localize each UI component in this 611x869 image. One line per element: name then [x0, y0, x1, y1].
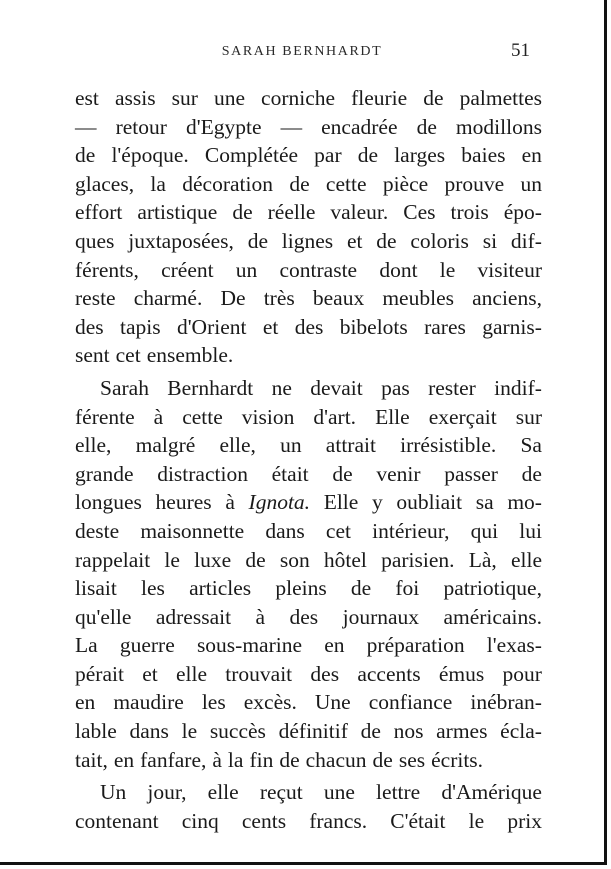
text-line: reste charmé. De très beaux meubles anciens,	[75, 286, 542, 311]
text-line: en maudire les excès. Une confiance inébran-	[75, 690, 542, 715]
text-line: férents, créent un contraste dont le visiteur	[75, 257, 542, 282]
text-line: rappelait le luxe de son hôtel parisien. Là, elle	[75, 547, 542, 572]
text-line: Un jour, elle reçut une lettre d'Amérique	[100, 780, 542, 805]
text-line: lable dans le succès définitif de nos armes écla-	[75, 719, 542, 744]
page-number: 51	[511, 40, 530, 61]
text-line: de l'époque. Complétée par de larges baies en	[75, 143, 542, 168]
text-line: Sarah Bernhardt ne devait pas rester indif-	[100, 375, 542, 400]
paragraph	[75, 374, 542, 774]
text-line: lisait les articles pleins de foi patriotique,	[75, 576, 542, 601]
text-line: qu'elle adressait à des journaux américains.	[75, 604, 542, 629]
text-line: pérait et elle trouvait des accents émus pour	[75, 661, 542, 686]
text-line: — retour d'Egypte — encadrée de modillons	[75, 114, 542, 139]
text-line: glaces, la décoration de cette pièce prouve un	[75, 171, 542, 196]
text-line: est assis sur une corniche fleurie de palmettes	[75, 86, 542, 110]
text-line: elle, malgré elle, un attrait irrésistible. Sa	[75, 433, 542, 458]
text-line: effort artistique de réelle valeur. Ces trois épo-	[75, 200, 542, 225]
text-line: tait, en fanfare, à la fin de chacun de ses écrits.	[75, 747, 484, 772]
text-line: contenant cinq cents francs. C'était le prix	[75, 808, 542, 833]
text-line: sent cet ensemble.	[75, 343, 234, 368]
text-line: deste maisonnette dans cet intérieur, qui lui	[75, 518, 542, 543]
text-line: La guerre sous-marine en préparation l'exas-	[75, 633, 542, 658]
paragraph	[75, 778, 542, 835]
text-line: ques juxtaposées, de lignes et de coloris si dif-	[75, 228, 542, 253]
text-line: grande distraction était de venir passer de	[75, 461, 542, 486]
page-header	[0, 40, 604, 70]
running-title: SARAH BERNHARDT	[221, 44, 383, 59]
body-text	[75, 84, 542, 835]
paragraph	[75, 84, 542, 370]
text-line: férente à cette vision d'art. Elle exerçait sur	[75, 404, 542, 429]
text-line: des tapis d'Orient et des bibelots rares garnis-	[75, 314, 542, 339]
text-line: longues heures à Ignota. Elle y oubliait sa mo-	[75, 490, 542, 515]
